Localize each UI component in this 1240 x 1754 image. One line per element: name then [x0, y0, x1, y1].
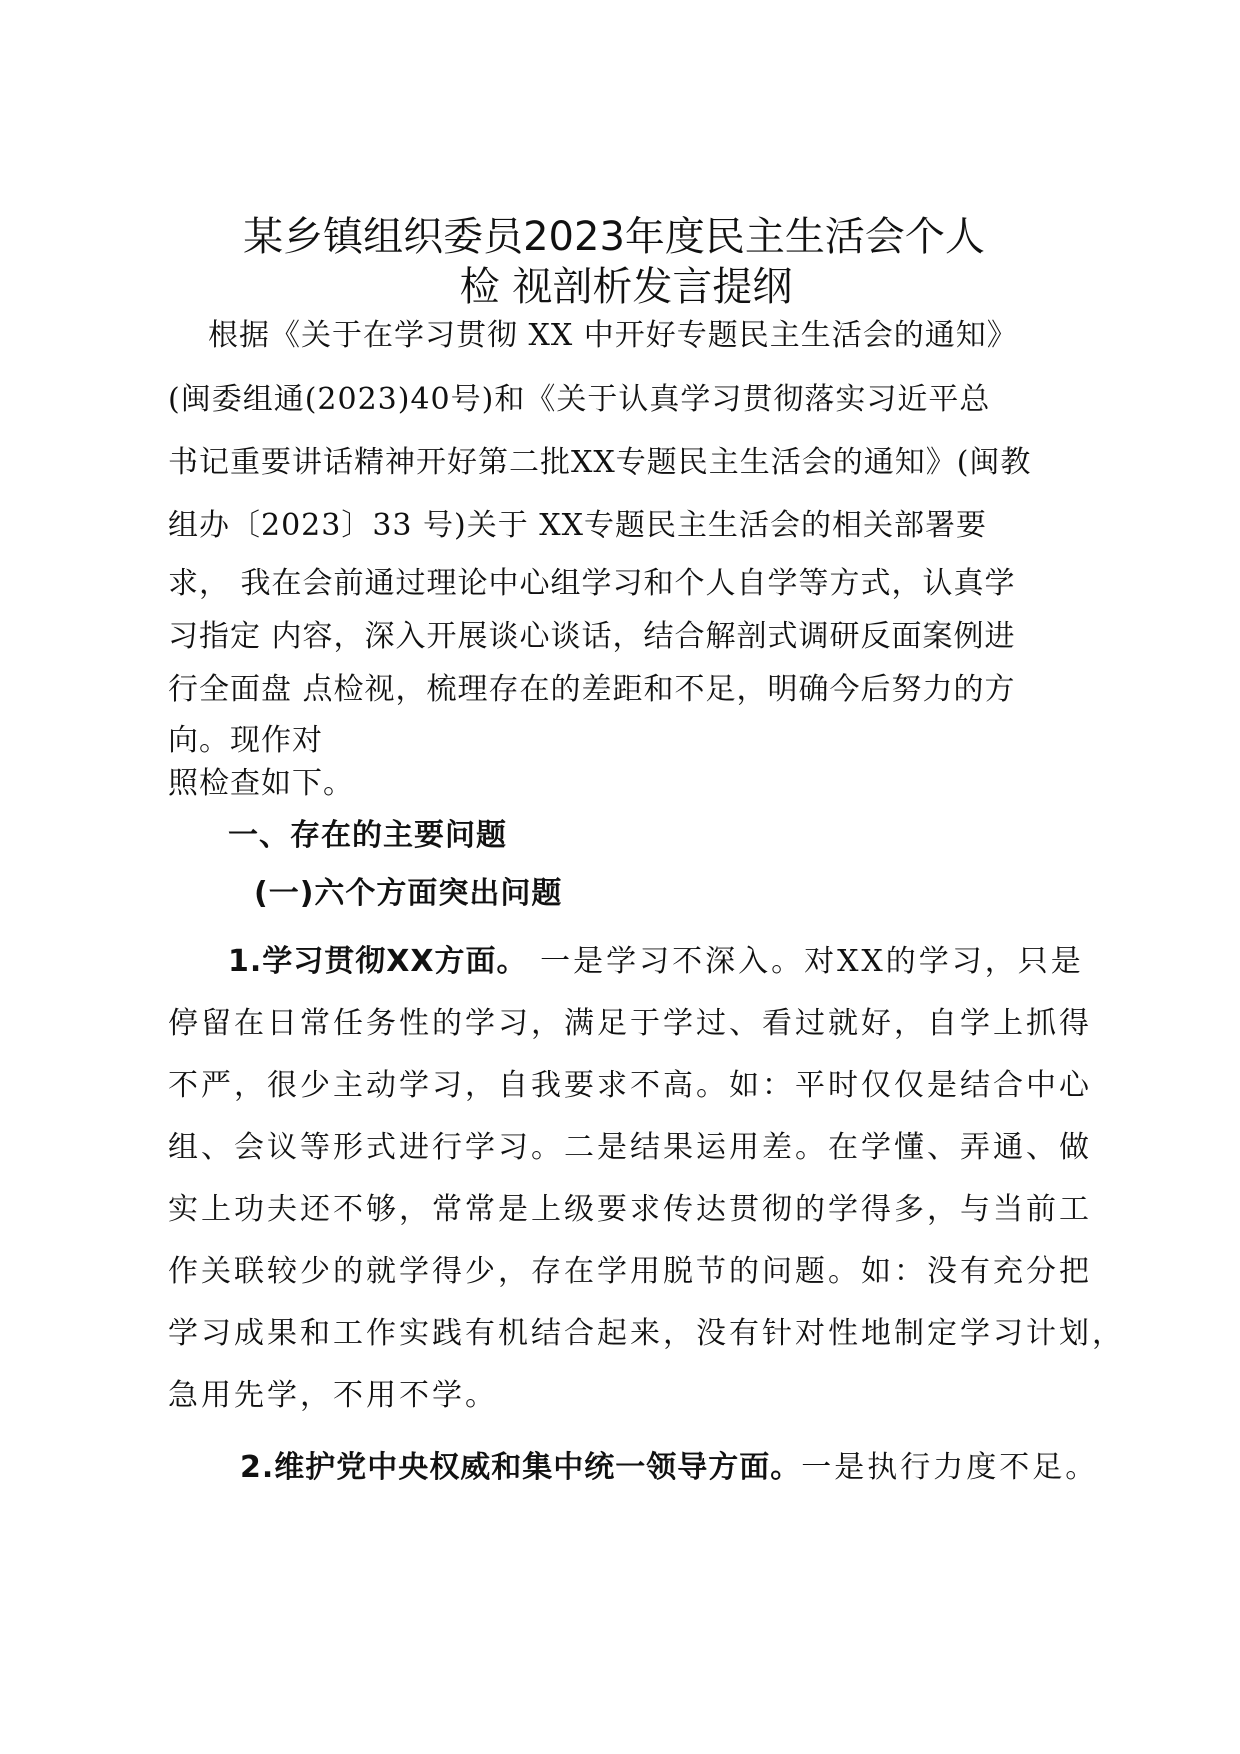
- intro-line-3: 书记重要讲话精神开好第二批XX专题民主生活会的通知》(闽教: [168, 445, 1032, 480]
- intro-line-2: (闽委组通(2023)40号)和《关于认真学习贯彻落实习近平总: [168, 382, 991, 417]
- item1-first-line-text: 一是学习不深入。对XX的学习，只是: [527, 944, 1084, 979]
- item1-line-8: 急用先学，不用不学。: [168, 1378, 498, 1413]
- item1-line-6: 作关联较少的就学得少，存在学用脱节的问题。如：没有充分把: [168, 1254, 1092, 1289]
- intro-line-9: 照检查如下。: [168, 766, 354, 801]
- item2-first-line: [240, 1446, 1098, 1490]
- intro-line-7: 行全面盘 点检视，梳理存在的差距和不足，明确今后努力的方: [168, 672, 1016, 707]
- intro-line-8: 向。现作对: [168, 723, 323, 758]
- document-title-line2: 检 视剖析发言提纲: [459, 264, 793, 310]
- intro-line-1: 根据《关于在学习贯彻 XX 中开好专题民主生活会的通知》: [208, 318, 1018, 353]
- item1-title: 1.学习贯彻XX方面。: [228, 944, 528, 979]
- item1-line-5: 实上功夫还不够，常常是上级要求传达贯彻的学得多，与当前工: [168, 1192, 1092, 1227]
- intro-line-6: 习指定 内容，深入开展谈心谈话，结合解剖式调研反面案例进: [168, 619, 1016, 654]
- subsection-heading-six-aspects: (一)六个方面突出问题: [254, 876, 563, 911]
- item1-line-3: 不严，很少主动学习，自我要求不高。如：平时仅仅是结合中心: [168, 1068, 1092, 1103]
- item1-first-line: [228, 940, 1084, 984]
- item1-line-2: 停留在日常任务性的学习，满足于学过、看过就好，自学上抓得: [168, 1006, 1092, 1041]
- item2-title: 2.维护党中央权威和集中统一领导方面。: [240, 1450, 802, 1485]
- intro-line-4: 组办〔2023〕33 号)关于 XX专题民主生活会的相关部署要: [168, 508, 988, 543]
- document-title-line1: 某乡镇组织委员2023年度民主生活会个人: [243, 214, 985, 260]
- item1-line-7: 学习成果和工作实践有机结合起来，没有针对性地制定学习计划，: [168, 1316, 1125, 1351]
- section-heading-main-problems: 一、存在的主要问题: [228, 818, 507, 853]
- intro-line-5: 求， 我在会前通过理论中心组学习和个人自学等方式，认真学: [168, 566, 1016, 601]
- item1-line-4: 组、会议等形式进行学习。二是结果运用差。在学懂、弄通、做: [168, 1130, 1092, 1165]
- item2-text: 一是执行力度不足。: [801, 1450, 1099, 1485]
